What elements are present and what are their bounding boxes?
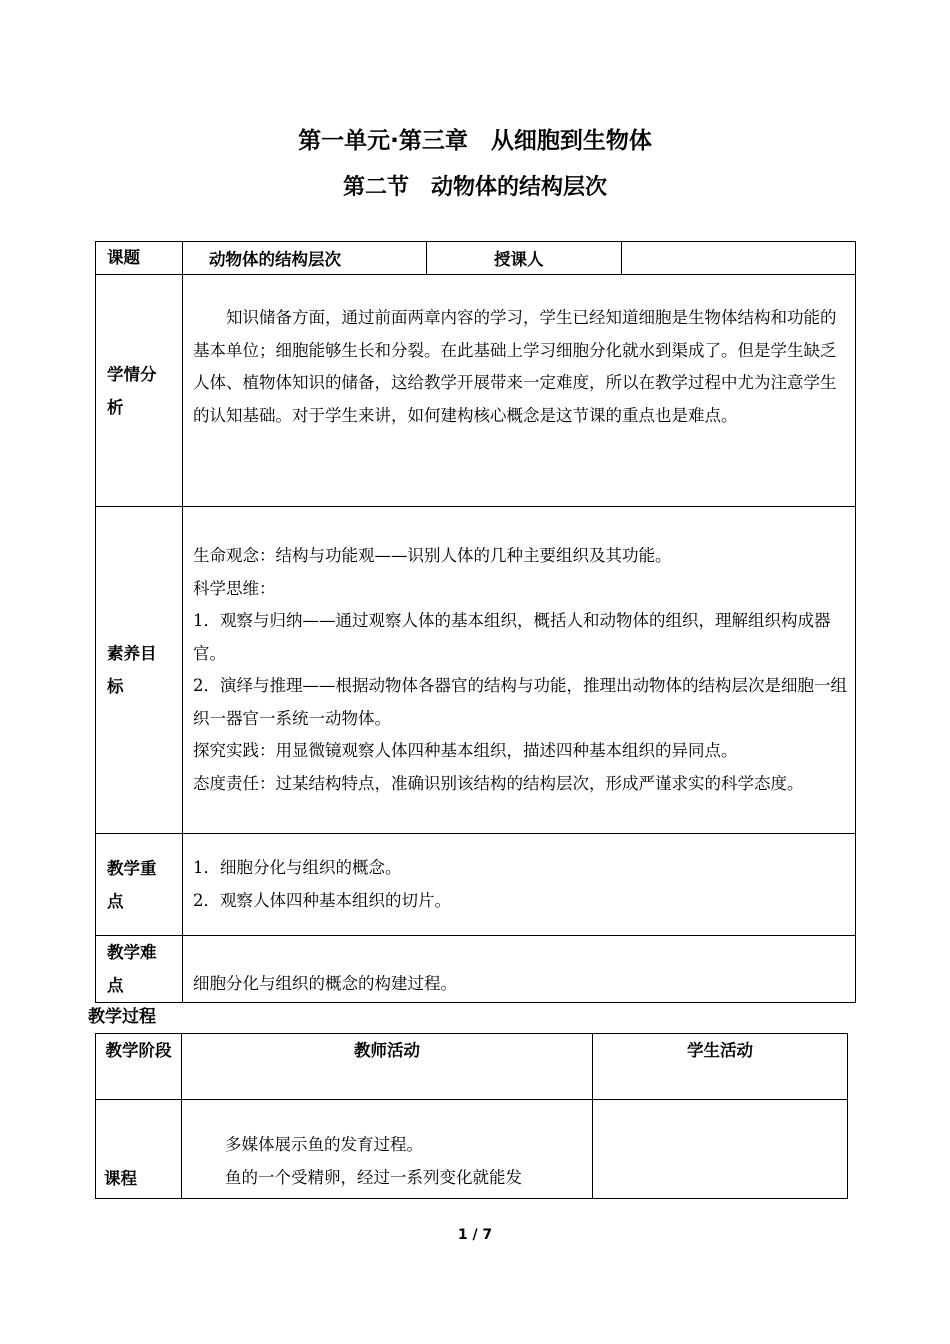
goal-item: 1．观察与归纳——通过观察人体的基本组织，概括人和动物体的组织，理解组织构成器官。: [193, 611, 831, 663]
process-table: [95, 1033, 848, 1199]
key-points-row: [96, 834, 856, 936]
key-points-label: 教学重点: [96, 834, 183, 936]
section-title: 第二节 动物体的结构层次: [342, 175, 607, 200]
teacher-value: [622, 242, 856, 275]
difficulty-row: [96, 936, 856, 1003]
key-points-cell: [183, 834, 856, 936]
teacher-activity-line: 鱼的一个受精卵，经过一系列变化就能发: [225, 1167, 522, 1187]
teacher-activity-cell: [182, 1100, 593, 1199]
lesson-info-table: [95, 241, 856, 1003]
teacher-column-header: 教师活动: [182, 1034, 593, 1100]
stage-column-header: 教学阶段: [96, 1034, 182, 1100]
difficulty-cell: [183, 936, 856, 1003]
teacher-label: 授课人: [427, 242, 622, 275]
process-header-row: [96, 1034, 848, 1100]
difficulty-text: 细胞分化与组织的概念的构建过程。: [193, 973, 457, 993]
key-point-item: 2．观察人体四种基本组织的切片。: [193, 890, 451, 910]
process-section-title: 教学过程: [88, 1007, 156, 1027]
document-title: 第一单元·第三章 从细胞到生物体: [298, 128, 652, 154]
goal-item: 生命观念：结构与功能观——识别人体的几种主要组织及其功能。: [193, 546, 672, 565]
student-column-header: 学生活动: [593, 1034, 848, 1100]
stage-cell: 课程: [96, 1100, 182, 1199]
topic-label: 课题: [96, 242, 183, 275]
page-number: 1 / 7: [457, 1227, 493, 1243]
goal-item: 2．演绎与推理——根据动物体各器官的结构与功能，推理出动物体的结构层次是细胞一组织一器官一系统一动物体。: [193, 676, 847, 728]
process-row: [96, 1100, 848, 1199]
topic-value: 动物体的结构层次: [183, 242, 427, 275]
analysis-cell: [183, 275, 856, 507]
goal-item: 科学思维：: [193, 578, 276, 598]
goals-row: [96, 507, 856, 834]
analysis-label: 学情分析: [96, 275, 183, 507]
goals-label: 素养目标: [96, 507, 183, 834]
analysis-row: [96, 275, 856, 507]
analysis-text: 知识储备方面，通过前面两章内容的学习，学生已经知道细胞是生物体结构和功能的基本单位；细胞能够生长和分裂。在此基础上学习细胞分化就水到渠成了。但是学生缺乏人体、植物体知识的储备，这给教学开展带来一定难度，所以在教学过程中尤为注意学生的认知基础。对于学生来讲，如何建构核心概念是这节课的重点也是难点。: [193, 308, 837, 425]
goal-item: 态度责任：过某结构特点，准确识别该结构的结构层次，形成严谨求实的科学态度。: [193, 773, 804, 793]
teacher-activity-line: 多媒体展示鱼的发育过程。: [225, 1135, 423, 1154]
goals-cell: [183, 507, 856, 834]
difficulty-label: 教学难点: [96, 936, 183, 1003]
student-activity-cell: [593, 1100, 848, 1199]
goal-item: 探究实践：用显微镜观察人体四种基本组织，描述四种基本组织的异同点。: [193, 741, 738, 760]
topic-row: [96, 242, 856, 275]
key-point-item: 1．细胞分化与组织的概念。: [193, 858, 402, 877]
